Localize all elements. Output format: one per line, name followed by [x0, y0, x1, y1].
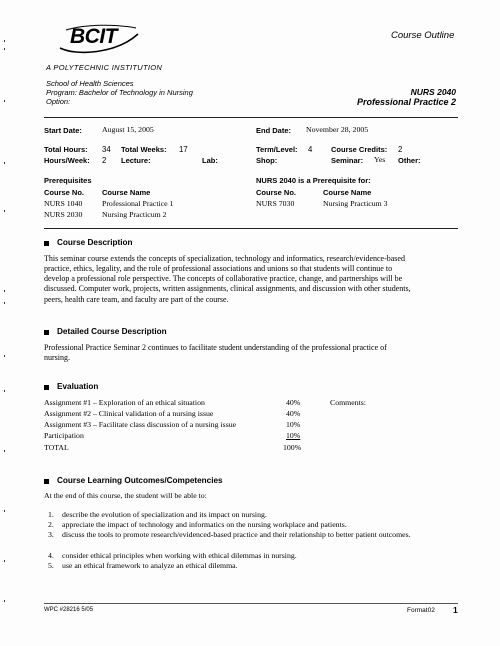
tagline: A POLYTECHNIC INSTITUTION [46, 63, 163, 72]
outcome-number: 5. [48, 561, 54, 570]
prereq-course-no: NURS 1040 [44, 199, 83, 208]
header-divider [44, 117, 458, 118]
evaluation-comments-label: Comments: [330, 398, 366, 407]
course-name: Professional Practice 2 [356, 97, 456, 107]
prerequisites-heading: Prerequisites [44, 176, 92, 185]
course-description-line: peers, health care team, and faculty are part of the course. [44, 295, 229, 304]
end-date-label: End Date: [256, 126, 292, 135]
shop-label: Shop: [256, 156, 278, 165]
logo-text: BCIT [70, 25, 117, 48]
course-description-heading: Course Description [57, 238, 133, 247]
prereq-divider [44, 228, 458, 229]
lecture-label: Lecture: [121, 156, 151, 165]
outcome-text: use an ethical framework to analyze an ethical dilemma. [62, 561, 238, 570]
outcomes-heading: Course Learning Outcomes/Competencies [57, 476, 223, 485]
outcome-text: appreciate the impact of technology and informatics on the nursing workplace and patients. [62, 520, 347, 529]
course-description-line: practice, ethics, legality, and the role of professional associations and unions so that students will continue to [44, 264, 393, 273]
prereq-col-course-no: Course No. [44, 188, 85, 197]
total-weeks-label: Total Weeks: [121, 145, 167, 154]
outcome-number: 1. [48, 510, 54, 519]
start-date-value: August 15, 2005 [102, 125, 154, 134]
prereq-course-no: NURS 2030 [44, 210, 83, 219]
page-number: 1 [453, 605, 458, 615]
prereq-course-name: Nursing Practicum 2 [102, 210, 167, 219]
prereq-for-course-no: NURS 7030 [256, 199, 295, 208]
evaluation-weight: 40% [286, 409, 301, 418]
evaluation-item: Participation [44, 431, 84, 440]
prereq-for-course-name: Nursing Practicum 3 [323, 199, 388, 208]
bcit-logo [56, 22, 142, 56]
evaluation-item: Assignment #2 – Clinical validation of a nursing issue [44, 409, 214, 418]
evaluation-total-label: TOTAL [44, 443, 69, 452]
course-description-line: This seminar course extends the concepts of specialization, technology and informatics, research/evidence-based [44, 254, 405, 263]
prereq-for-col-course-name: Course Name [323, 188, 372, 197]
term-level-value: 4 [308, 145, 313, 154]
lab-label: Lab: [202, 156, 218, 165]
section-bullet-icon [44, 330, 49, 335]
seminar-label: Seminar: [331, 156, 364, 165]
hours-week-label: Hours/Week: [44, 156, 90, 165]
prerequisite-for-heading: NURS 2040 is a Prerequisite for: [256, 176, 371, 185]
evaluation-item: Assignment #3 – Facilitate class discussion of a nursing issue [44, 420, 237, 429]
school-name: School of Health Sciences [46, 79, 134, 88]
evaluation-item: Assignment #1 – Exploration of an ethical situation [44, 398, 205, 407]
course-description-line: discussed. Computer work, projects, written assignments, clinical assignments, and discussion with other students, [44, 284, 411, 293]
course-credits-value: 2 [398, 145, 403, 154]
outcome-number: 2. [48, 520, 54, 529]
footer-reference: WPC #28216 5/05 [44, 607, 94, 613]
prereq-course-name: Professional Practice 1 [102, 199, 174, 208]
evaluation-weight: 40% [286, 398, 301, 407]
evaluation-total: 100% [283, 443, 302, 452]
course-code: NURS 2040 [410, 87, 456, 97]
prereq-for-col-course-no: Course No. [256, 188, 297, 197]
evaluation-heading: Evaluation [57, 382, 99, 391]
detailed-description-heading: Detailed Course Description [57, 327, 167, 336]
evaluation-weight: 10% [286, 420, 301, 429]
outcome-number: 3. [48, 530, 54, 539]
outcomes-intro: At the end of this course, the student will be able to: [44, 491, 207, 500]
section-bullet-icon [44, 385, 49, 390]
section-bullet-icon [44, 479, 49, 484]
course-description-line: develop a professional role perspective. The concepts of collaborative practice, change, and partnerships will be [44, 274, 403, 283]
total-hours-value: 34 [102, 145, 111, 154]
outcome-item [48, 530, 448, 550]
document-title: Course Outline [391, 30, 455, 41]
footer-format: Format02 [407, 607, 435, 614]
evaluation-weight: 10% [286, 431, 301, 440]
term-level-label: Term/Level: [256, 145, 298, 154]
total-weeks-value: 17 [179, 145, 188, 154]
hours-week-value: 2 [102, 156, 107, 165]
total-hours-label: Total Hours: [44, 145, 88, 154]
detailed-description-line: Professional Practice Seminar 2 continues to facilitate student understanding of the professional practice of [44, 343, 387, 352]
outcome-number: 4. [48, 551, 54, 560]
outcome-text: describe the evolution of specialization and its impact on nursing. [62, 510, 267, 519]
other-label: Other: [398, 156, 421, 165]
section-bullet-icon [44, 241, 49, 246]
start-date-label: Start Date: [44, 126, 82, 135]
detailed-description-line: nursing. [44, 353, 70, 362]
outcome-text: consider ethical principles when working with ethical dilemmas in nursing. [62, 551, 297, 560]
prereq-col-course-name: Course Name [102, 188, 151, 197]
footer-divider [44, 603, 458, 604]
outcome-text: discuss the tools to promote research/evidenced-based practice and their relationship to better patient outcomes. [62, 530, 411, 539]
course-credits-label: Course Credits: [331, 145, 388, 154]
option-label: Option: [46, 97, 71, 106]
program-name: Program: Bachelor of Technology in Nursing [46, 88, 193, 97]
seminar-value: Yes [374, 155, 386, 164]
end-date-value: November 28, 2005 [306, 125, 369, 134]
